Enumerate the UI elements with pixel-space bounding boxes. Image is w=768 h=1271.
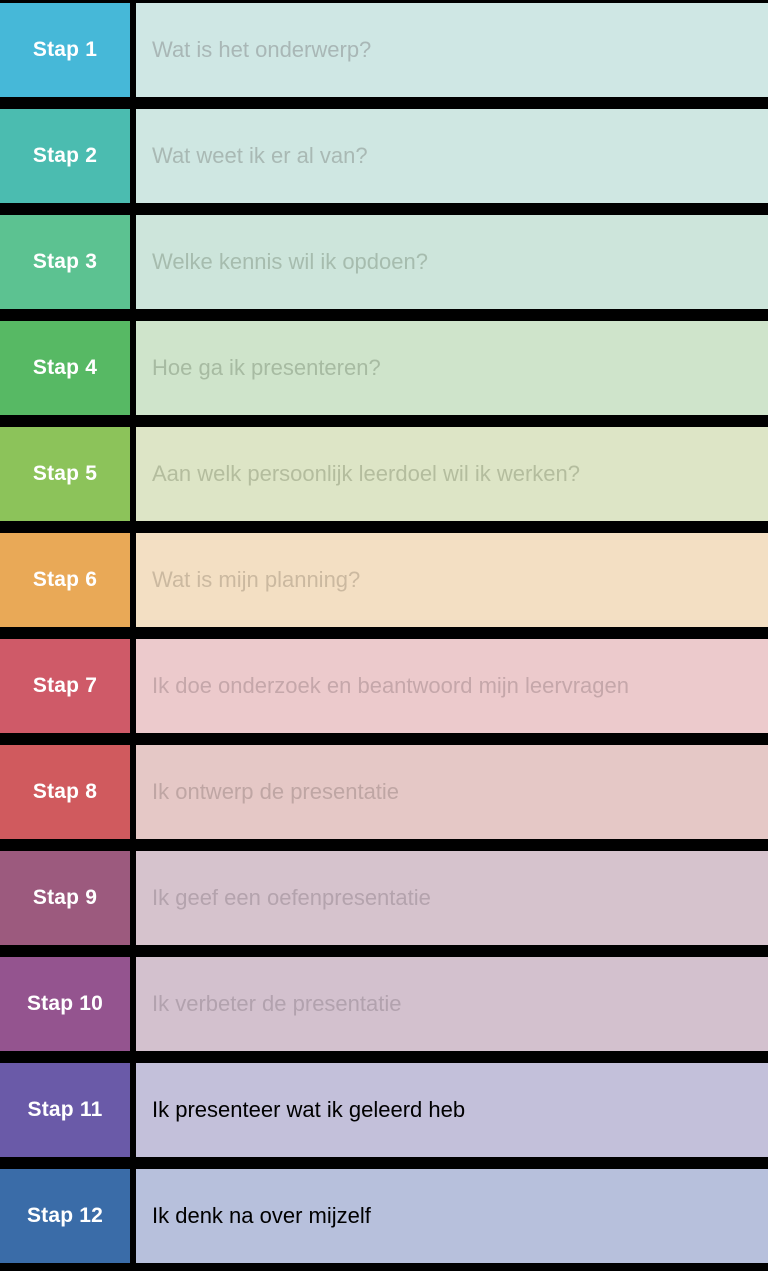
step-row[interactable] xyxy=(0,639,768,733)
step-row[interactable] xyxy=(0,321,768,415)
step-text-12: Ik denk na over mijzelf xyxy=(136,1169,768,1263)
step-row[interactable] xyxy=(0,957,768,1051)
step-row[interactable] xyxy=(0,851,768,945)
step-text-8: Ik ontwerp de presentatie xyxy=(136,745,768,839)
step-row[interactable] xyxy=(0,3,768,97)
step-text-6: Wat is mijn planning? xyxy=(136,533,768,627)
step-label-9: Stap 9 xyxy=(0,851,130,945)
step-row[interactable] xyxy=(0,427,768,521)
step-text-2: Wat weet ik er al van? xyxy=(136,109,768,203)
step-label-6: Stap 6 xyxy=(0,533,130,627)
step-row[interactable] xyxy=(0,109,768,203)
step-text-3: Welke kennis wil ik opdoen? xyxy=(136,215,768,309)
step-label-5: Stap 5 xyxy=(0,427,130,521)
step-label-1: Stap 1 xyxy=(0,3,130,97)
step-row[interactable] xyxy=(0,1169,768,1263)
step-label-8: Stap 8 xyxy=(0,745,130,839)
step-text-1: Wat is het onderwerp? xyxy=(136,3,768,97)
step-row[interactable] xyxy=(0,215,768,309)
step-label-12: Stap 12 xyxy=(0,1169,130,1263)
step-label-10: Stap 10 xyxy=(0,957,130,1051)
step-label-7: Stap 7 xyxy=(0,639,130,733)
step-text-9: Ik geef een oefenpresentatie xyxy=(136,851,768,945)
step-row[interactable] xyxy=(0,1063,768,1157)
step-text-5: Aan welk persoonlijk leerdoel wil ik werken? xyxy=(136,427,768,521)
step-text-11: Ik presenteer wat ik geleerd heb xyxy=(136,1063,768,1157)
step-label-4: Stap 4 xyxy=(0,321,130,415)
step-text-7: Ik doe onderzoek en beantwoord mijn leervragen xyxy=(136,639,768,733)
step-label-3: Stap 3 xyxy=(0,215,130,309)
step-text-4: Hoe ga ik presenteren? xyxy=(136,321,768,415)
step-label-2: Stap 2 xyxy=(0,109,130,203)
step-text-10: Ik verbeter de presentatie xyxy=(136,957,768,1051)
step-row[interactable] xyxy=(0,533,768,627)
step-row[interactable] xyxy=(0,745,768,839)
step-label-11: Stap 11 xyxy=(0,1063,130,1157)
